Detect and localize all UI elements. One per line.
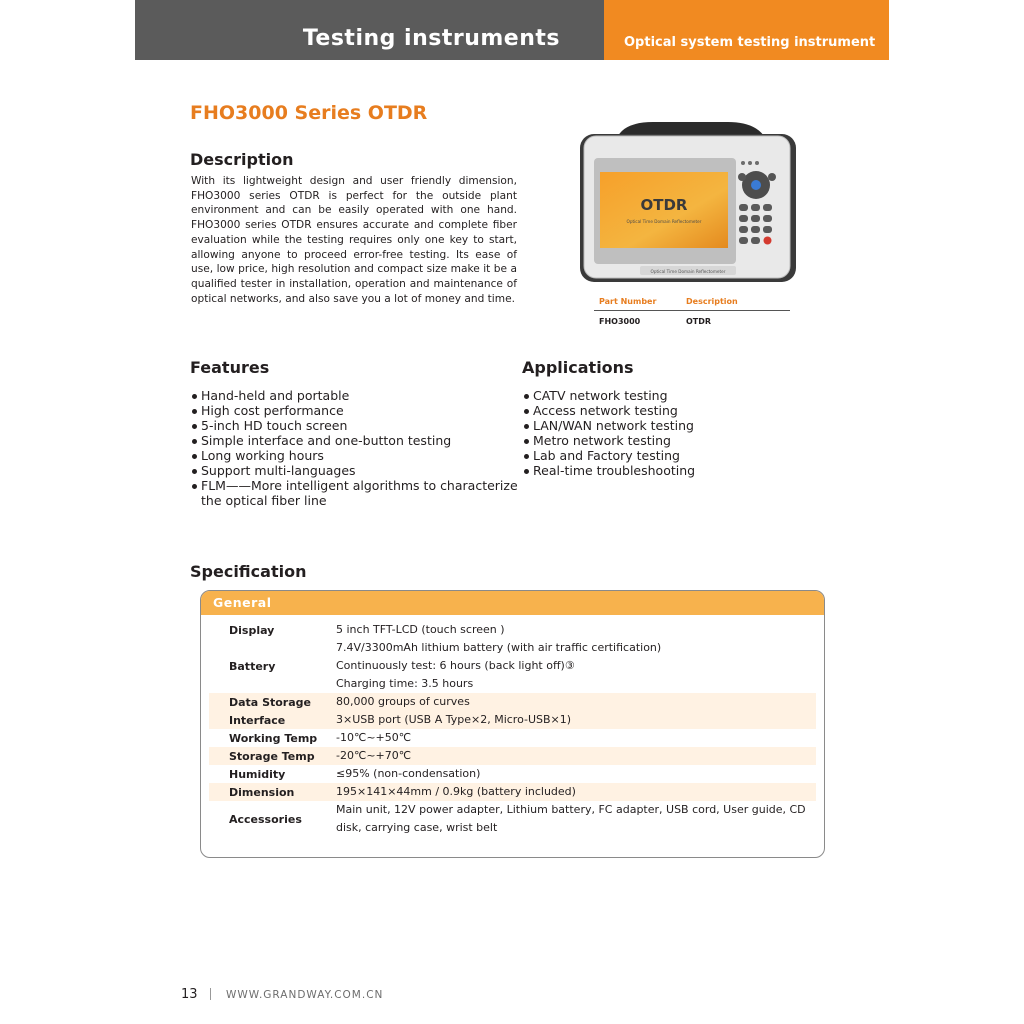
spec-value: -20℃~+70℃ [336,749,412,762]
spec-label: Working Temp [229,731,318,745]
part-table-header [594,297,790,311]
spec-values [336,747,816,765]
description-header: Description [686,297,738,306]
spec-values [336,639,816,693]
spec-label: Storage Temp [229,749,315,763]
description-text: With its lightweight design and user friendly dimension, FHO3000 series OTDR is perfect for the outside plant environment and can be easily operated with one hand. FHO3000 series OTDR ensures accurate and complete fiber evaluation while the testing requires only one key to start, allowing anyone to proceed error-free testing. Its ease of use, low price, high resolution and compact size make it be a qualified tester in installation, operation and maintenance of optical networks, and also save you a lot of money and time. [191,175,517,305]
specification-table [200,590,825,858]
spec-value: disk, carrying case, wrist belt [336,821,498,834]
spec-row [209,639,816,693]
list-item: Simple interface and one-button testing [191,433,521,448]
spec-label: Data Storage [229,695,311,709]
spec-values [336,693,816,711]
spec-value: ≤95% (non-condensation) [336,767,481,780]
spec-label: Interface [229,713,286,727]
device-screen-title: OTDR [640,196,688,214]
list-item: FLM——More intelligent algorithms to characterize the optical fiber line [191,478,521,508]
spec-label: Accessories [229,812,302,826]
page-number: 13 [181,987,198,1002]
features-list [191,388,521,508]
list-item: 5-inch HD touch screen [191,418,521,433]
table-row [594,311,790,326]
spec-value: 195×141×44mm / 0.9kg (battery included) [336,785,576,798]
spec-values [336,729,816,747]
spec-value: Charging time: 3.5 hours [336,677,474,690]
spec-value: 7.4V/3300mAh lithium battery (with air traffic certification) [336,641,662,654]
spec-values [336,801,816,837]
spec-values [336,621,816,639]
footer-url: WWW.GRANDWAY.COM.CN [226,989,384,1001]
header-band-right [604,0,889,60]
list-item: High cost performance [191,403,521,418]
spec-row [209,729,816,747]
spec-value: 3×USB port (USB A Type×2, Micro-USB×1) [336,713,572,726]
part-number-table [594,297,790,326]
description-heading: Description [190,150,294,169]
applications-list [523,388,783,478]
spec-group-header: General [201,591,824,615]
spec-label: Battery [229,659,276,673]
spec-label: Display [229,623,275,637]
header-title: Testing instruments [302,26,560,51]
spec-value: Main unit, 12V power adapter, Lithium battery, FC adapter, USB cord, User guide, CD [336,803,806,816]
list-item: Metro network testing [523,433,783,448]
spec-rows [201,615,824,837]
list-item: Support multi-languages [191,463,521,478]
product-title: FHO3000 Series OTDR [190,102,428,124]
footer-divider [210,988,211,1000]
spec-label: Humidity [229,767,286,781]
part-number-cell: FHO3000 [599,317,641,326]
spec-value: -10℃~+50℃ [336,731,412,744]
spec-value: 80,000 groups of curves [336,695,470,708]
part-description-cell: OTDR [686,317,712,326]
spec-row [209,621,816,639]
spec-values [336,711,816,729]
header-subtitle: Optical system testing instrument [624,35,876,50]
device-screen-subtitle: Optical Time Domain Reflectometer [626,219,702,224]
list-item: CATV network testing [523,388,783,403]
spec-values [336,765,816,783]
features-heading: Features [190,358,270,377]
applications-heading: Applications [522,358,634,377]
header-band-left [135,0,604,60]
spec-values [336,783,816,801]
list-item: LAN/WAN network testing [523,418,783,433]
part-number-header: Part Number [599,297,657,306]
device-bezel-label: Optical Time Domain Reflectometer [650,269,726,274]
specification-heading: Specification [190,562,307,581]
spec-value: 5 inch TFT-LCD (touch screen ) [336,623,505,636]
list-item: Long working hours [191,448,521,463]
list-item: Hand-held and portable [191,388,521,403]
spec-row [209,783,816,801]
list-item: Access network testing [523,403,783,418]
spec-row [209,711,816,729]
spec-value: Continuously test: 6 hours (back light off)③ [336,659,575,672]
list-item: Lab and Factory testing [523,448,783,463]
list-item: Real-time troubleshooting [523,463,783,478]
spec-label: Dimension [229,785,295,799]
spec-row [209,693,816,711]
spec-row [209,801,816,837]
otdr-device-image [578,122,798,284]
spec-row [209,765,816,783]
spec-row [209,747,816,765]
